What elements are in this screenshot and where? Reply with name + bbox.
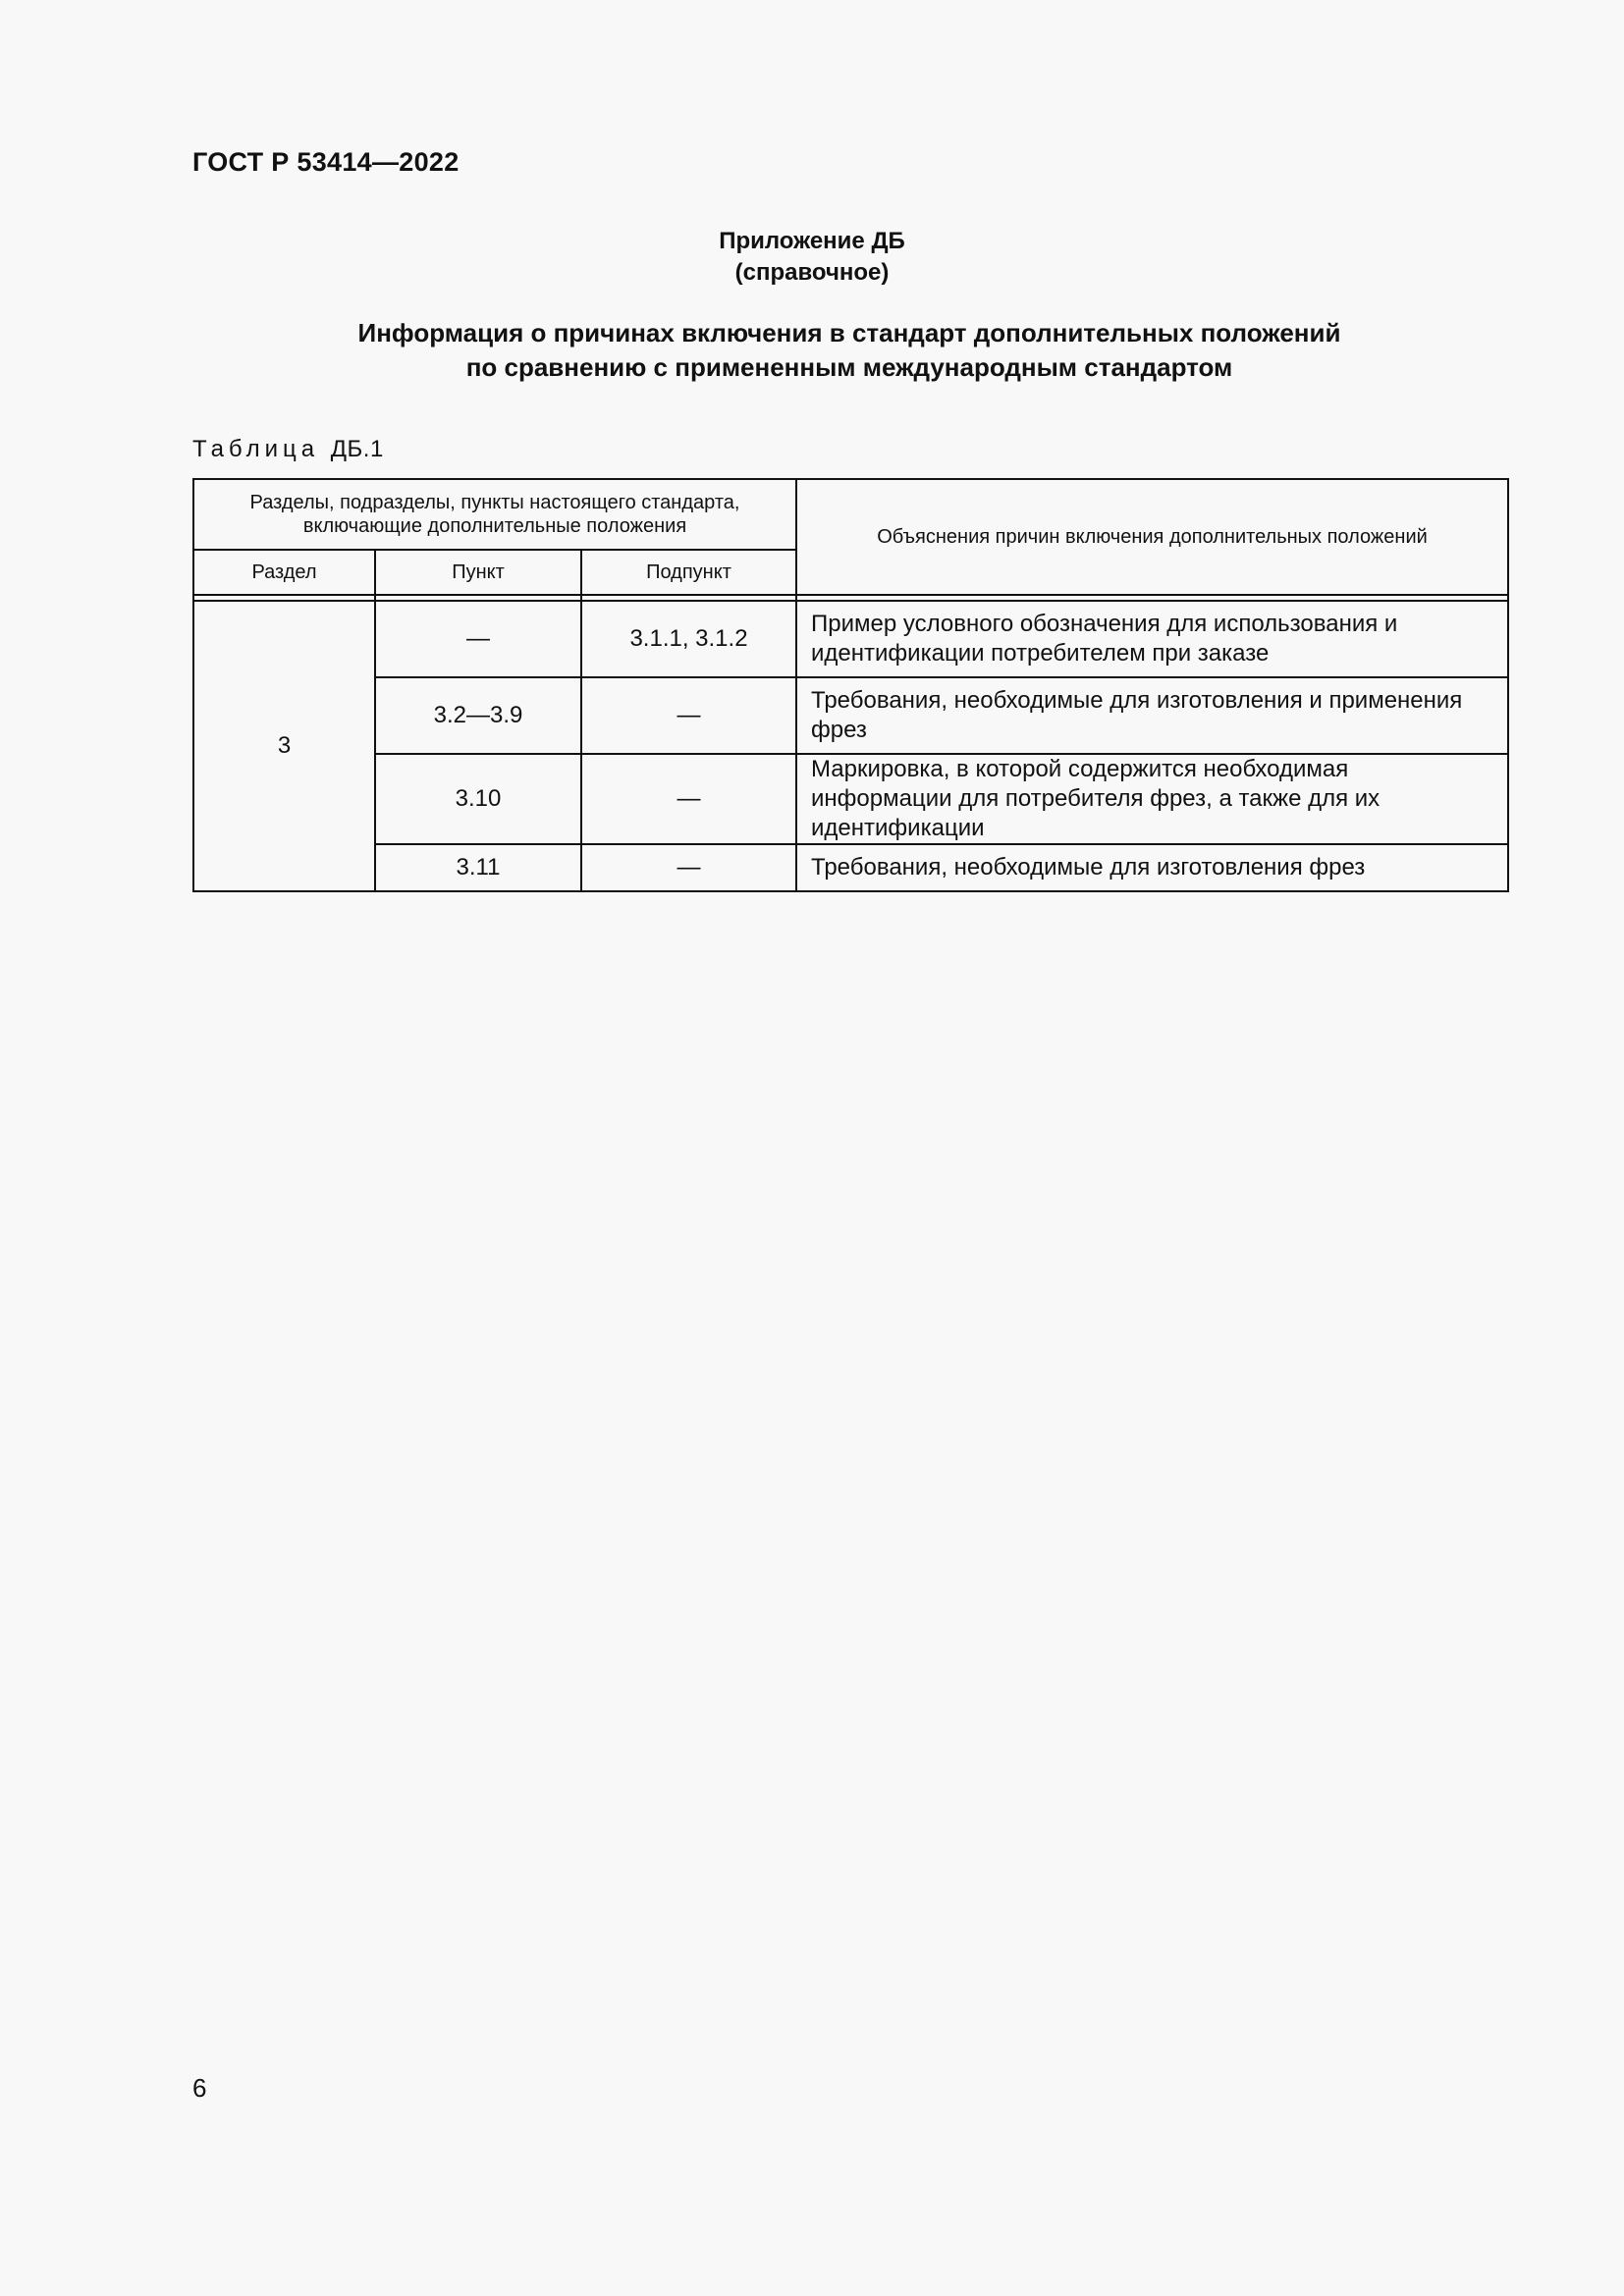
item-cell: 3.2—3.9 [375,677,581,754]
explanation-cell: Маркировка, в которой содержится необходимая информации для потребителя фрез, а также для их идентификации [796,754,1508,844]
document-code: ГОСТ Р 53414—2022 [192,147,460,177]
section-cell: 3 [193,601,375,891]
header-group-cell: Разделы, подразделы, пункты настоящего стандарта, включающие дополнительные положения [193,479,796,550]
header-explanation-cell: Объяснения причин включения дополнительных положений [796,479,1508,595]
item-cell: 3.11 [375,844,581,891]
additional-provisions-table [192,478,1509,892]
table-caption-number: ДБ.1 [330,436,384,462]
item-cell: 3.10 [375,754,581,844]
subitem-cell: — [581,754,796,844]
annex-heading-line-2: по сравнению с примененным международным стандартом [465,352,1233,382]
annex-title-block [0,226,1624,289]
item-cell: — [375,601,581,677]
table-caption [192,436,384,463]
header-section-cell: Раздел [193,550,375,595]
explanation-cell: Требования, необходимые для изготовления и применения фрез [796,677,1508,754]
subitem-cell: — [581,844,796,891]
subitem-cell: — [581,677,796,754]
page-number: 6 [192,2073,207,2103]
table-row [193,677,1508,754]
annex-heading [0,316,1624,385]
table-header-row [193,479,1508,550]
table-row [193,844,1508,891]
header-subitem-cell: Подпункт [581,550,796,595]
header-item-cell: Пункт [375,550,581,595]
explanation-cell: Требования, необходимые для изготовления фрез [796,844,1508,891]
subitem-cell: 3.1.1, 3.1.2 [581,601,796,677]
table-caption-word: Таблица [192,436,320,462]
table-row [193,754,1508,844]
annex-title: Приложение ДБ [719,228,905,254]
annex-subtitle: (справочное) [734,259,890,286]
explanation-cell: Пример условного обозначения для использования и идентификации потребителем при заказе [796,601,1508,677]
table-row [193,601,1508,677]
annex-heading-line-1: Информация о причинах включения в стандарт дополнительных положений [357,318,1341,347]
